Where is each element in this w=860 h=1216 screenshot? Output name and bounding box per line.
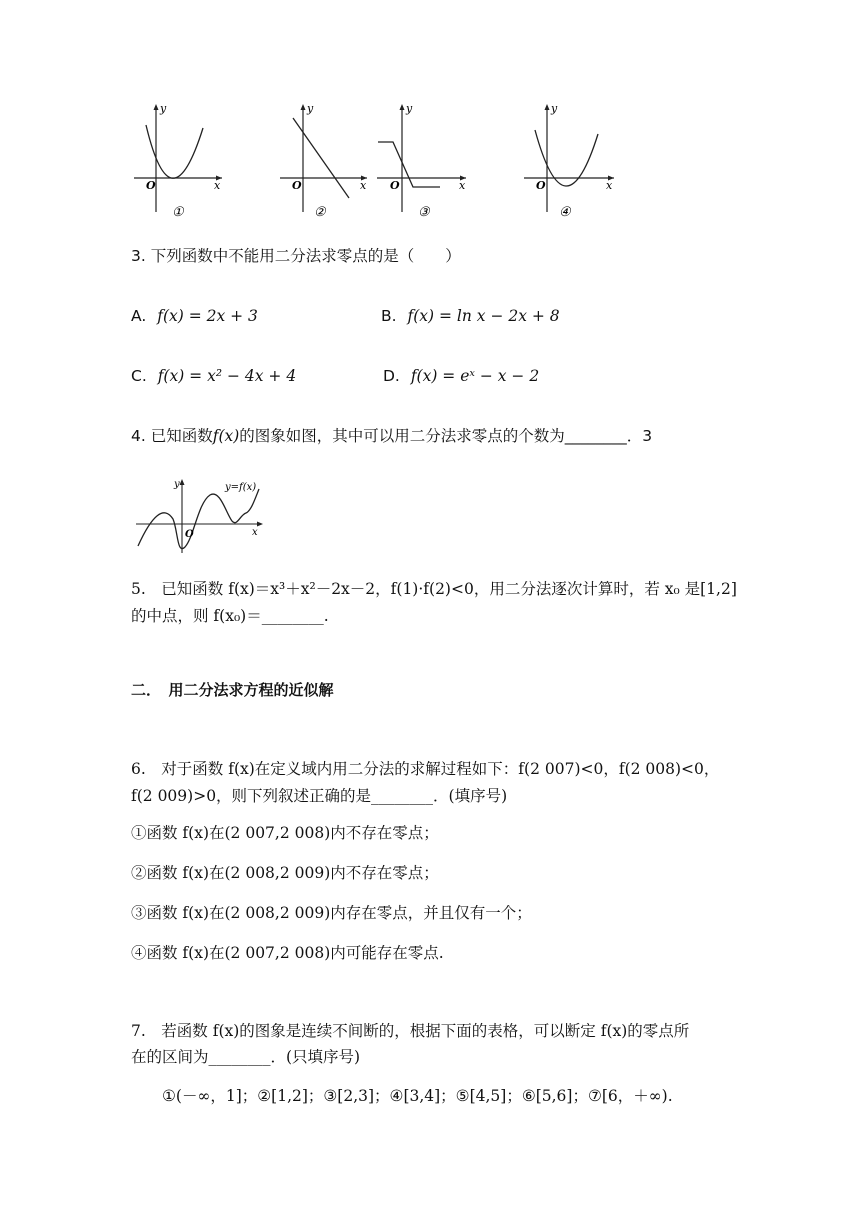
q3-option-d-label: D.	[383, 367, 400, 385]
graph-4-label: ④	[559, 205, 571, 220]
q4-stem-prefix: 4. 已知函数	[131, 427, 213, 445]
q6-item-2: ②函数 f(x)在(2 008,2 009)内不存在零点；	[131, 864, 439, 882]
graph-1-y-label: y	[160, 102, 167, 115]
q3-option-b-label: B.	[381, 307, 397, 325]
q3-option-c	[131, 365, 296, 387]
graph-3-x-label: x	[459, 179, 466, 192]
q6-item-3: ③函数 f(x)在(2 008,2 009)内存在零点，并且仅有一个；	[131, 904, 532, 922]
q4-graph	[130, 475, 280, 555]
top-graphs	[0, 90, 860, 230]
graph-1	[134, 102, 222, 220]
q3-option-b-expr: f(x) = ln x − 2x + 8	[407, 307, 560, 325]
graph-2	[280, 102, 367, 220]
q3-option-c-expr: f(x) = x² − 4x + 4	[157, 367, 297, 385]
graph-2-origin: O	[292, 179, 302, 192]
graph-2-y-label: y	[307, 102, 314, 115]
graph-3-y-label: y	[406, 102, 413, 115]
q4-graph-curve-label: y=f(x)	[225, 482, 257, 493]
q6-line-1: 6. 对于函数 f(x)在定义域内用二分法的求解过程如下：f(2 007)<0，f(2 008)<0，	[131, 760, 720, 778]
graph-3	[377, 102, 466, 220]
graph-4-x-label: x	[606, 179, 613, 192]
section-2-heading: 二． 用二分法求方程的近似解	[131, 681, 334, 699]
q3-option-a	[131, 305, 258, 327]
q3-option-a-expr: f(x) = 2x + 3	[157, 307, 258, 325]
graph-1-label: ①	[172, 205, 184, 220]
q6-item-4: ④函数 f(x)在(2 007,2 008)内可能存在零点.	[131, 944, 444, 962]
q6-line-2: f(2 009)>0，则下列叙述正确的是________．(填序号)	[131, 787, 508, 805]
q4-stem	[131, 425, 652, 447]
q3-stem: 3. 下列函数中不能用二分法求零点的是（ ）	[131, 247, 461, 265]
graph-2-label: ②	[314, 205, 326, 220]
q4-graph-origin: O	[185, 529, 194, 540]
graph-4-y-label: y	[551, 102, 558, 115]
q4-graph-y-label: y	[174, 479, 180, 490]
q5-line-1: 5. 已知函数 f(x)＝x³＋x²－2x－2，f(1)·f(2)<0，用二分法逐次计算时，若 x₀ 是[1,2]	[131, 580, 737, 598]
q3-option-b	[381, 305, 560, 327]
q6-item-1: ①函数 f(x)在(2 007,2 008)内不存在零点；	[131, 824, 439, 842]
q4-stem-func: f(x)	[212, 427, 240, 445]
q3-option-d-expr: f(x) = eˣ − x − 2	[410, 367, 540, 385]
q4-graph-x-label: x	[252, 527, 258, 538]
q3-option-d	[383, 365, 539, 387]
graph-4-origin: O	[536, 179, 546, 192]
q5-line-2: 的中点，则 f(x₀)＝________.	[131, 607, 329, 625]
graph-3-origin: O	[390, 179, 400, 192]
q3-option-c-label: C.	[131, 367, 147, 385]
graph-1-x-label: x	[214, 179, 221, 192]
q4-stem-suffix: 的图象如图，其中可以用二分法求零点的个数为________．3	[239, 427, 653, 445]
q7-line-1: 7. 若函数 f(x)的图象是连续不间断的，根据下面的表格，可以断定 f(x)的零点所	[131, 1022, 690, 1040]
q7-intervals: ①(－∞，1]；②[1,2]；③[2,3]；④[3,4]；⑤[4,5]；⑥[5,6]；⑦[6，＋∞).	[162, 1087, 673, 1105]
graph-2-x-label: x	[360, 179, 367, 192]
q3-option-a-label: A.	[131, 307, 147, 325]
graph-1-origin: O	[146, 179, 156, 192]
graph-3-label: ③	[418, 205, 430, 220]
graph-4	[524, 102, 614, 220]
q7-line-2: 在的区间为________．(只填序号)	[131, 1048, 361, 1066]
